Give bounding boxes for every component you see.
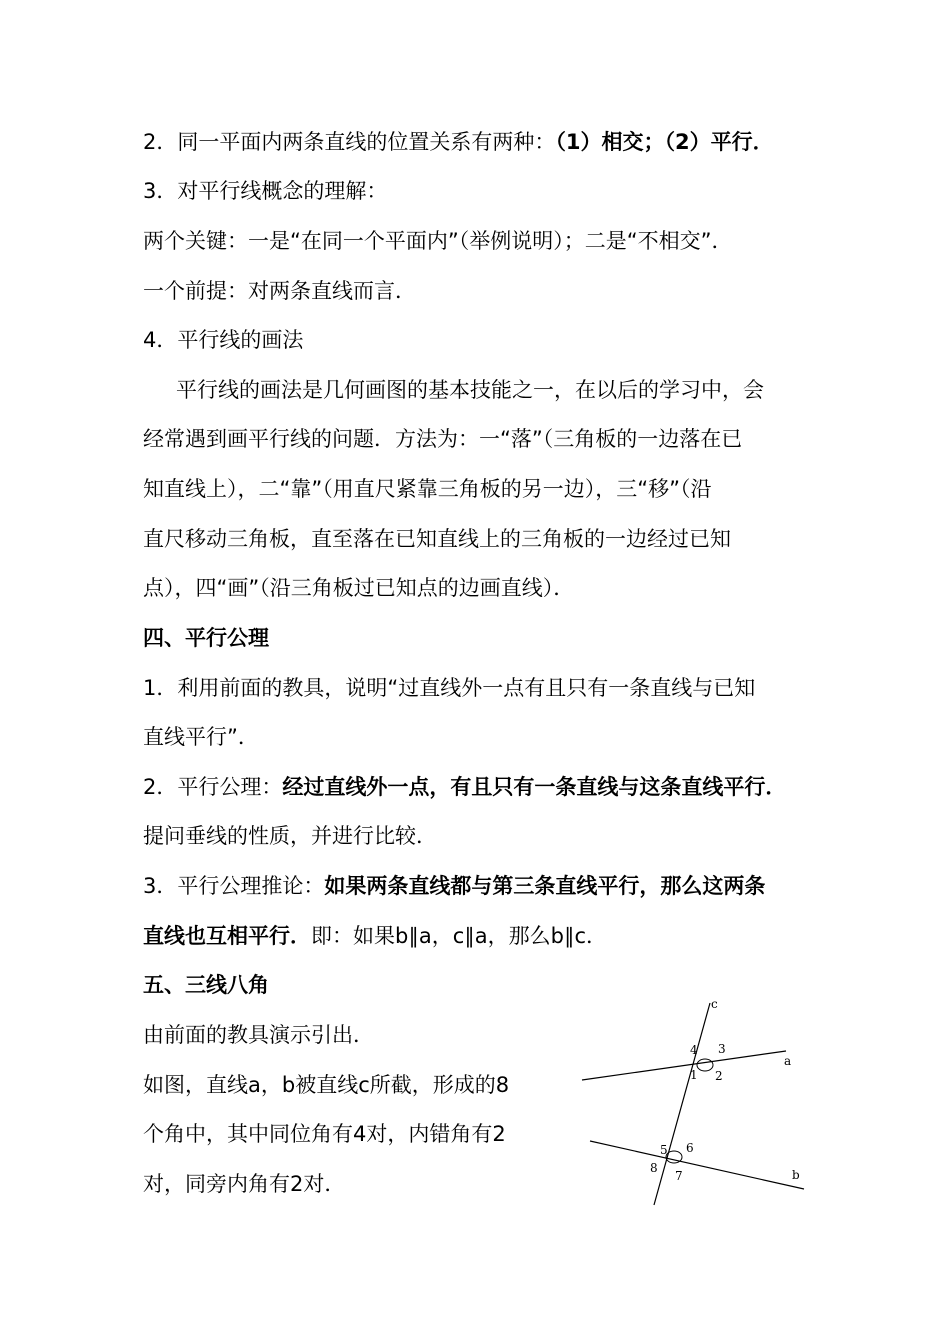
line-parallel-axiom — [143, 772, 786, 802]
plane-relations-bold: （1）相交；（2）平行． — [555, 130, 774, 154]
figure-desc-line-1: 如图，直线a，b被直线c所截，形成的8 — [143, 1073, 510, 1097]
angle-label-2: 2 — [715, 1069, 723, 1083]
axiom-demo-line-1: 1．利用前面的教具，说明“过直线外一点有且只有一条直线与已知 — [143, 676, 756, 700]
label-c: c — [711, 997, 718, 1011]
figure-desc-line-2: 个角中，其中同位角有4对，内错角有2 — [143, 1122, 506, 1146]
line-compare-perpendicular: 提问垂线的性质，并进行比较． — [143, 824, 437, 848]
line-concept-understanding: 3．对平行线概念的理解： — [143, 179, 388, 203]
label-a: a — [784, 1054, 792, 1068]
paragraph-line-3: 知直线上），二“靠”（用直尺紧靠三角板的另一边），三“移”（沿 — [143, 477, 712, 501]
corollary-statement-1: 如果两条直线都与第三条直线平行，那么这两条 — [324, 874, 766, 898]
line-a — [582, 1051, 786, 1080]
angle-label-8: 8 — [650, 1161, 658, 1175]
line-b — [590, 1141, 804, 1189]
line-premise: 一个前提：对两条直线而言． — [143, 279, 416, 303]
parallel-axiom-statement: 经过直线外一点，有且只有一条直线与这条直线平行． — [282, 775, 787, 799]
parallel-axiom-label: 2．平行公理： — [143, 775, 283, 799]
figure-desc-line-3: 对，同旁内角有2对． — [143, 1172, 346, 1196]
three-lines-eight-angles-figure — [578, 995, 813, 1210]
angle-label-5: 5 — [660, 1143, 668, 1157]
corollary-label: 3．平行公理推论： — [143, 874, 325, 898]
line-corollary-cont — [143, 921, 607, 951]
angle-label-6: 6 — [686, 1141, 694, 1155]
angle-arc-lower — [666, 1151, 682, 1163]
corollary-example: 即：如果b∥a，c∥a，那么b∥c． — [311, 924, 607, 948]
angle-label-7: 7 — [675, 1169, 683, 1183]
section-heading-three-lines-eight-angles: 五、三线八角 — [143, 973, 269, 997]
angle-arc-upper — [697, 1059, 713, 1071]
demo-intro: 由前面的教具演示引出． — [143, 1023, 374, 1047]
paragraph-line-1: 平行线的画法是几何画图的基本技能之一，在以后的学习中，会 — [176, 378, 764, 402]
corollary-statement-2: 直线也互相平行． — [143, 924, 311, 948]
paragraph-line-4: 直尺移动三角板，直至落在已知直线上的三角板的一边经过已知 — [143, 527, 731, 551]
line-drawing-method-heading: 4．平行线的画法 — [143, 328, 304, 352]
angle-label-1: 1 — [690, 1068, 698, 1082]
axiom-demo-line-2: 直线平行”． — [143, 725, 259, 749]
line-corollary — [143, 871, 765, 901]
angle-label-3: 3 — [718, 1042, 726, 1056]
plane-relations-text: 2．同一平面内两条直线的位置关系有两种： — [143, 130, 556, 154]
paragraph-line-5: 点），四“画”（沿三角板过已知点的边画直线）． — [143, 576, 575, 600]
line-two-keys: 两个关键：一是“在同一个平面内”（举例说明）；二是“不相交”． — [143, 229, 733, 253]
section-heading-parallel-axiom: 四、平行公理 — [143, 626, 269, 650]
line-plane-relations — [143, 127, 774, 157]
angle-label-4: 4 — [690, 1043, 698, 1057]
paragraph-line-2: 经常遇到画平行线的问题．方法为：一“落”（三角板的一边落在已 — [143, 427, 743, 451]
label-b: b — [792, 1168, 800, 1182]
